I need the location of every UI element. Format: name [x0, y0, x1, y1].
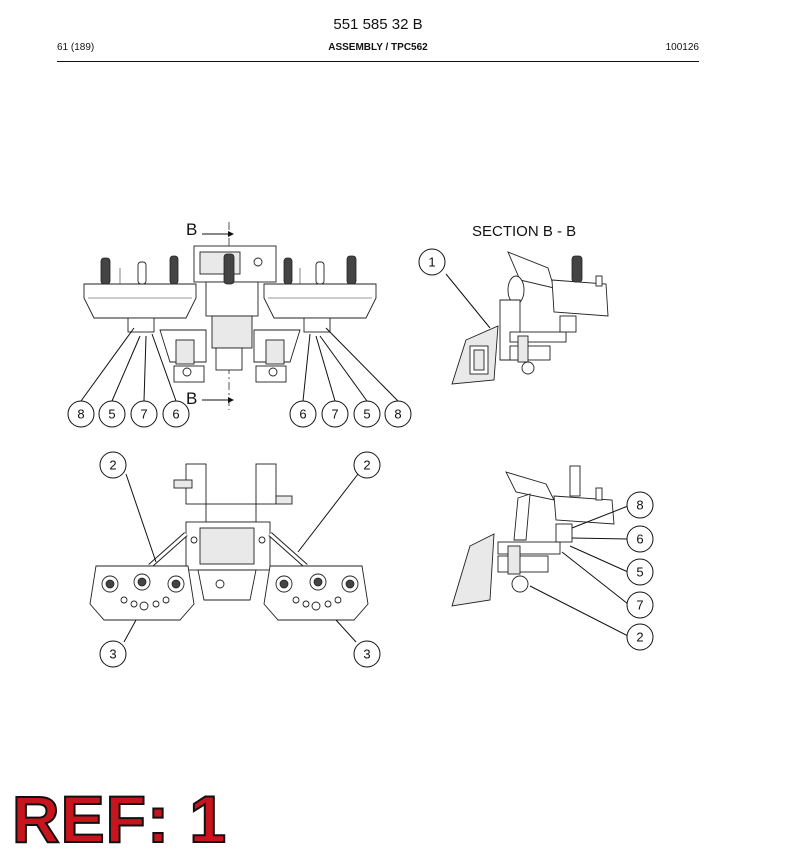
- section-marker-top: B: [186, 220, 198, 239]
- svg-text:7: 7: [140, 406, 148, 422]
- callout-6-front-right: [290, 401, 316, 427]
- callout-8-front-right: [385, 401, 411, 427]
- callout-2-top-right: [354, 452, 380, 478]
- reference-stamp: REF: 1: [12, 782, 228, 856]
- callout-8-front-left: [68, 401, 94, 427]
- document-code: 100126: [665, 42, 699, 53]
- svg-text:6: 6: [172, 406, 180, 422]
- callout-7-iso: [627, 592, 653, 618]
- iso-view: [452, 466, 653, 650]
- callout-5-iso: [627, 559, 653, 585]
- svg-text:5: 5: [636, 564, 644, 580]
- callout-3-top-left: [100, 641, 126, 667]
- callout-7-front-left: [131, 401, 157, 427]
- callout-5-front-right: [354, 401, 380, 427]
- svg-text:2: 2: [109, 457, 117, 473]
- top-view: [90, 452, 380, 667]
- svg-text:6: 6: [299, 406, 307, 422]
- document-number: 551 585 32 B: [333, 16, 423, 33]
- svg-text:3: 3: [109, 646, 117, 662]
- callout-5-front-left: [99, 401, 125, 427]
- svg-text:8: 8: [636, 497, 644, 513]
- svg-text:5: 5: [363, 406, 371, 422]
- document-title: ASSEMBLY / TPC562: [328, 42, 428, 53]
- callout-3-top-right: [354, 641, 380, 667]
- callout-8-iso: [627, 492, 653, 518]
- callout-1-section: [419, 249, 445, 275]
- section-title: SECTION B - B: [472, 223, 577, 240]
- section-marker-bottom: B: [186, 389, 198, 408]
- section-view: [419, 223, 608, 384]
- svg-text:7: 7: [636, 597, 644, 613]
- callout-2-top-left: [100, 452, 126, 478]
- callout-6-iso: [627, 526, 653, 552]
- svg-text:7: 7: [331, 406, 339, 422]
- svg-text:2: 2: [636, 629, 644, 645]
- svg-text:8: 8: [77, 406, 85, 422]
- callout-6-front-left: [163, 401, 189, 427]
- callout-7-front-right: [322, 401, 348, 427]
- callout-2-iso: [627, 624, 653, 650]
- svg-text:5: 5: [108, 406, 116, 422]
- page-number: 61 (189): [57, 42, 95, 53]
- front-view: [68, 220, 411, 427]
- svg-text:1: 1: [428, 254, 436, 270]
- svg-text:2: 2: [363, 457, 371, 473]
- svg-text:6: 6: [636, 531, 644, 547]
- svg-text:3: 3: [363, 646, 371, 662]
- svg-text:8: 8: [394, 406, 402, 422]
